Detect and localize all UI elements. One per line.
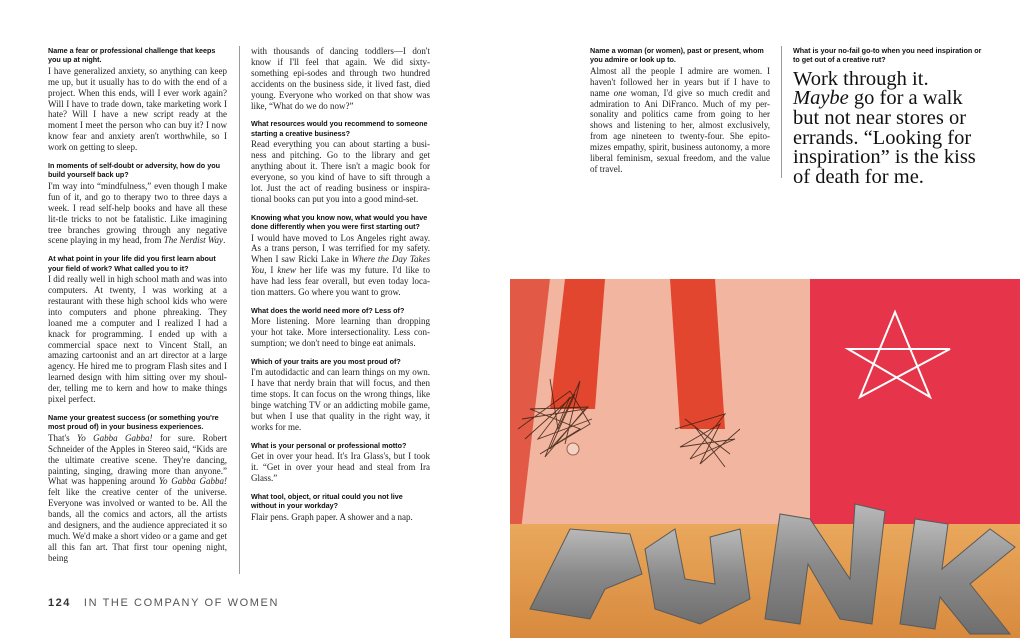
qa-block xyxy=(48,413,227,564)
qa-block xyxy=(251,357,430,433)
italic-title: Yo Gabba Gabba! xyxy=(77,432,153,443)
question: What resources would you recommend to someone starting a creative business? xyxy=(251,119,428,138)
italic-title: Where the Day Takes You xyxy=(251,254,430,276)
answer: Read everything you can about starting a busi-ness and pitching. Go to the library and get anything about it. There isn't a magic book for everyone, so you kind of have to sift through a lot. Just the act of reading business or inspira-tional books can put you into a good mind-set. xyxy=(251,139,430,204)
column-4 xyxy=(793,46,983,187)
photo-punk-sign xyxy=(510,279,1020,638)
answer: That's Yo Gabba Gabba! for sure. Robert Schneider of the Apples in Stereo said, “Kids are the ultimate creative scene. They're dancing, painting, singing, drawing more than anyone.” What was happening around Yo Gabba Gabba! felt like the creative center of the universe. Everyone was involved or wanted to be. All the bands, all the comics and actors, all the artists and designers, and the audience appreciated it so much. We'd make a short video or a game and get all this fan art. That first tour opening night, being xyxy=(48,432,227,563)
italic-word: knew xyxy=(277,265,296,276)
question: Name a woman (or women), past or present, whom you admire or look up to. xyxy=(590,46,764,65)
column-3 xyxy=(590,46,770,183)
qa-block xyxy=(251,213,430,298)
column-divider xyxy=(781,46,782,178)
answer: I'm autodidactic and can learn things on my own. I have that nerdy brain that will focus, and then time stops. It can focus on the wrong things, like binge watching TV or an addicting mobile game, but when I use that quality in the right way, it works for me. xyxy=(251,367,430,432)
page-number: 124 xyxy=(48,597,71,609)
photo-illustration xyxy=(510,279,1020,638)
question: Which of your traits are you most proud of? xyxy=(251,357,401,367)
question: What tool, object, or ritual could you not live without in your workday? xyxy=(251,492,403,511)
qa-block xyxy=(48,46,227,153)
qa-block xyxy=(48,254,227,405)
italic-title: Yo Gabba Gabba! xyxy=(158,476,227,487)
qa-block xyxy=(590,46,770,175)
wall-right xyxy=(790,279,1020,539)
italic-word: one xyxy=(613,87,627,98)
question: At what point in your life did you first learn about your field of work? What called you to it? xyxy=(48,254,216,273)
question: In moments of self-doubt or adversity, how do you build yourself back up? xyxy=(48,161,220,180)
question: What is your no-fail go-to when you need inspiration or to get out of a creative rut? xyxy=(793,46,982,65)
qa-block xyxy=(48,161,227,246)
answer: I have generalized anxiety, so anything can keep me up, but it usually has to do with the end of a project. When this ends, will I ever work again? Will I have to trade down, take marketing work I hate? Will I have a new script ready at the moment I meet the person who can buy it? I now know fear and anxiety aren't worthwhile, so I work on getting to sleep. xyxy=(48,65,227,153)
qa-block xyxy=(251,119,430,204)
question: Name a fear or professional challenge that keeps you up at night. xyxy=(48,46,216,65)
answer: I did really well in high school math and was into computers. At twenty, I was working at a restaurant with these high school kids who were into computers and phone phreaking. They loaned me a computer and I realized I had a knack for programming. I ended up with a commercial space next to Vincent Stall, an amazing cartoonist and an art director at a large agency. He hired me to program Flash sites and I learned design with him sitting over my shoul-der, telling me to kern and how to make things pixel perfect. xyxy=(48,274,227,405)
answer: Almost all the people I admire are women. I haven't followed her in years but if I have to name one woman, I'd give so much credit and admiration to Ani DiFranco. Much of my per-sonality and politics came from going to her shows and listening to her, almost exclusively, from age nineteen to twenty-four. She epito-mizes empathy, spirit, business autonomy, a more liberal feminism, sexual freedom, and the value of travel. xyxy=(590,65,770,174)
answer: Get in over your head. It's Ira Glass's, but I took it. “Get in over your head and steal from Ira Glass.” xyxy=(251,451,430,484)
answer: with thousands of dancing toddlers—I don't know if I'll feel that again. We did sixty-something epi-sodes and through two hundred accidents on the business side, it lived fast, died young. Everyone who worked on that show was like, “What do we do now?” xyxy=(251,46,430,111)
question: Name your greatest success (or something you're most proud of) in your business experiences. xyxy=(48,413,219,432)
question: What does the world need more of? Less of? xyxy=(251,305,405,315)
page-footer xyxy=(48,597,279,609)
question: Knowing what you know now, what would you have done differently when you were first starting out? xyxy=(251,212,428,232)
answer: I would have moved to Los Angeles right away. As a trans person, I was terrified for my safety. When I saw Ricki Lake in Where the Day Takes You, I knew her life was my future. I'd like to have had less fear overall, but even today loca-tion matters. Go where you want to grow. xyxy=(251,232,431,298)
answer: I'm way into “mindfulness,” even though I make fun of it, and go to therapy two to three days a week. I read self-help books and have all these lit-tle tricks to not be fatalistic. Like imagining tree branches growing through any negative scene playing in my head, from The Nerdist Way. xyxy=(48,180,227,246)
italic-title: The Nerdist Way xyxy=(163,235,224,246)
column-1 xyxy=(48,46,227,572)
column-2 xyxy=(251,46,430,531)
column-divider xyxy=(239,46,240,574)
qa-block xyxy=(251,492,430,523)
answer: Flair pens. Graph paper. A shower and a nap. xyxy=(251,511,413,522)
large-answer: Work through it. Maybe go for a walk but not near stores or errands. “Looking for inspiration” is the kiss of death for me. xyxy=(793,67,976,188)
running-title: IN THE COMPANY OF WOMEN xyxy=(83,597,280,609)
question: What is your personal or professional motto? xyxy=(251,440,407,450)
qa-block xyxy=(251,306,430,349)
answer: More listening. More learning than dropping your hot take. More intersectionality. Less con-sumption; we don't need to binge eat animals. xyxy=(251,316,430,349)
outlet xyxy=(567,443,579,455)
qa-block xyxy=(251,441,430,484)
qa-block xyxy=(251,46,430,111)
italic-word: Maybe xyxy=(793,87,849,110)
